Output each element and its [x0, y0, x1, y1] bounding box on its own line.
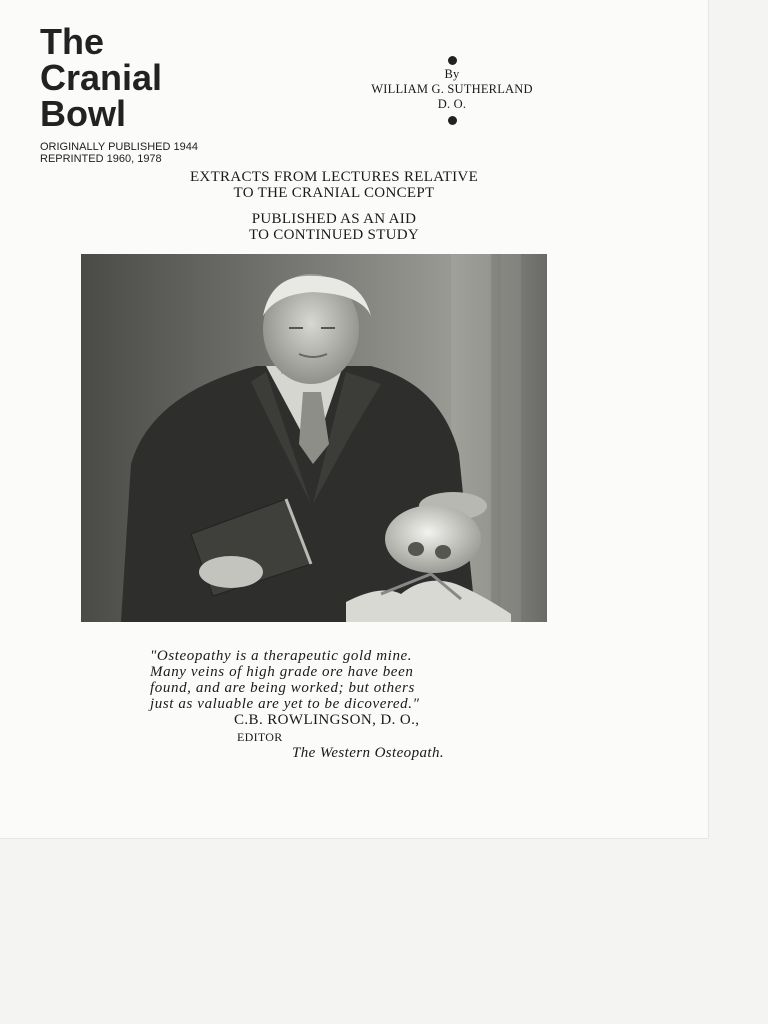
- subtitle-line-3: PUBLISHED AS AN AID: [251, 211, 417, 227]
- author-portrait: [81, 254, 547, 622]
- quote-author-role: EDITOR: [237, 730, 283, 744]
- author-block: [320, 56, 584, 125]
- ornament-dot-icon: [448, 116, 457, 125]
- author-degree: D. O.: [437, 97, 467, 111]
- subtitle-line-2: TO THE CRANIAL CONCEPT: [233, 185, 435, 201]
- publication-info: [40, 141, 198, 165]
- quote-line-2: Many veins of high grade ore have been: [150, 664, 414, 680]
- original-publication: ORIGINALLY PUBLISHED 1944: [40, 141, 198, 153]
- quote-line-3: found, and are being worked; but others: [150, 680, 415, 696]
- quote-publication: The Western Osteopath.: [292, 745, 444, 761]
- subtitle-line-4: TO CONTINUED STUDY: [248, 227, 420, 243]
- quote-block: [150, 648, 598, 712]
- ornament-dot-icon: [448, 56, 457, 65]
- subtitle-line-1: EXTRACTS FROM LECTURES RELATIVE: [189, 169, 479, 185]
- quote-line-1: "Osteopathy is a therapeutic gold mine.: [150, 648, 413, 664]
- title-line-3: Bowl: [40, 93, 126, 134]
- author-name: WILLIAM G. SUTHERLAND: [371, 82, 533, 96]
- book-title: [40, 21, 163, 134]
- quote-author: C.B. ROWLINGSON, D. O.,: [234, 712, 420, 728]
- title-line-1: The: [40, 21, 105, 62]
- title-line-2: Cranial: [40, 57, 163, 98]
- author-by: By: [444, 67, 460, 81]
- quote-line-4: just as valuable are yet to be dicovered.": [150, 696, 420, 712]
- subtitle-block: [60, 169, 608, 243]
- reprint-info: REPRINTED 1960, 1978: [40, 153, 162, 165]
